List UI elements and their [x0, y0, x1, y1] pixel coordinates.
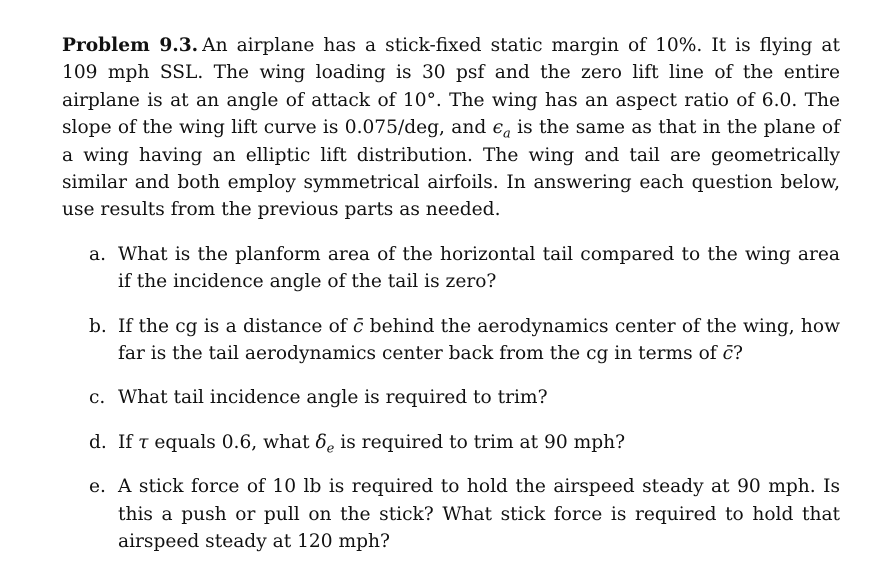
- question-text: What tail incidence angle is required to trim?: [118, 387, 548, 409]
- question-b: [89, 313, 840, 368]
- question-marker: e.: [89, 476, 106, 498]
- question-list: [62, 241, 840, 556]
- mean-chord-symbol: c̄: [722, 343, 734, 365]
- mean-chord-symbol: c̄: [352, 315, 364, 337]
- question-marker: d.: [89, 431, 107, 453]
- question-text-part: If the cg is a distance of: [118, 315, 353, 337]
- question-marker: a.: [89, 243, 106, 265]
- delta-subscript: e: [326, 441, 335, 457]
- tau-symbol: τ: [138, 431, 149, 453]
- question-text: A stick force of 10 lb is required to hold the airspeed steady at 90 mph. Is this a push or pull on the stick? What stick force is required to hold that airspeed steady at 120 mph?: [118, 476, 840, 553]
- delta-symbol: δ: [315, 431, 327, 453]
- problem-statement: [62, 32, 840, 224]
- question-d: [89, 429, 840, 457]
- problem-intro-text-2: is the same as that in the plane of a wing having an elliptic lift distribution. The wing and tail are geometrically similar and both employ symmetrical airfoils. In answering each question below, use results from the previous parts as needed.: [62, 117, 841, 221]
- question-e: [89, 473, 840, 555]
- question-text-part: equals 0.6, what: [148, 431, 316, 453]
- question-c: [89, 384, 840, 411]
- question-text-part: behind the aerodynamics center of the wing, how far is the tail aerodynamics center back from the cg in terms of: [118, 315, 840, 365]
- question-text-part: If: [118, 431, 139, 453]
- epsilon-symbol: ϵ: [492, 117, 504, 139]
- question-marker: b.: [89, 315, 107, 337]
- question-a: [89, 241, 840, 296]
- question-text: What is the planform area of the horizontal tail compared to the wing area if the incidence angle of the tail is zero?: [118, 243, 840, 293]
- question-marker: c.: [89, 387, 106, 409]
- question-text-part: is required to trim at 90 mph?: [334, 431, 626, 453]
- problem-document: [62, 32, 840, 573]
- epsilon-subscript: a: [503, 126, 511, 142]
- problem-intro-text-1: An airplane has a stick-fixed static margin of 10%. It is flying at 109 mph SSL. The wing loading is 30 psf and the zero lift line of the entire airplane is at an angle of attack of 10°. The wing has an aspect ratio of 6.0. The slope of the wing lift curve is 0.075/deg, and: [62, 35, 840, 139]
- question-text-part: ?: [733, 343, 743, 365]
- problem-title: Problem 9.3.: [62, 35, 199, 56]
